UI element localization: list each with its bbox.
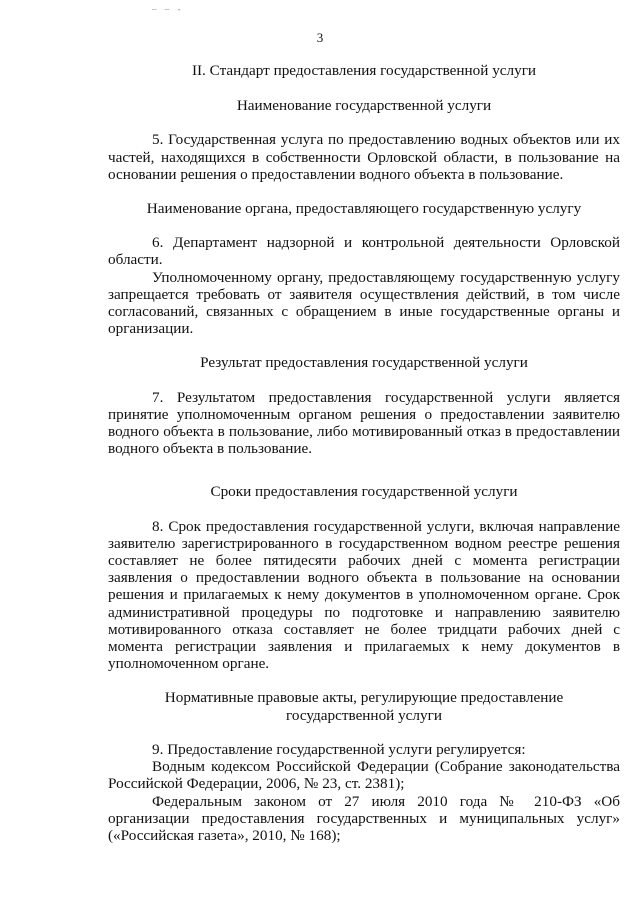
subsection-heading-terms: Сроки предоставления государственной услуги — [210, 483, 518, 501]
paragraph-8: 8. Срок предоставления государственной услуги, включая направление заявителю зарегистрированного в государственном водном реестре решения составляет не более пятидесяти рабочих дней с момента регистрации заявления о предоставлении водного объекта в пользование на основании решения и прилагаемых к нему документов в уполномоченном органе. Срок административной процедуры по подготовке и направлению заявителю мотивированного отказа составляет не более тридцати рабочих дней с момента регистрации заявления и прилагаемых к нему документов в уполномоченном органе. — [108, 517, 620, 673]
paragraph-6-restriction: Уполномоченному органу, предоставляющему государственную услугу запрещается требовать от заявителя осуществления действий, в том числе согласований, связанных с обращением в иные государственные органы и организации. — [108, 268, 620, 338]
paragraph-9-water-code: Водным кодексом Российской Федерации (Собрание законодательства Российской Федерации, 2006, № 23, ст. 2381); — [108, 758, 620, 793]
section-title: II. Стандарт предоставления государственной услуги — [191, 62, 537, 79]
subsection-heading-acts-line1: Нормативные правовые акты, регулирующие предоставление — [164, 689, 564, 707]
subsection-heading-acts-line2: государственной услуги — [286, 706, 442, 724]
subsection-heading-organ: Наименование органа, предоставляющего государственную услугу — [146, 200, 582, 218]
document-body — [108, 60, 620, 844]
paragraph-5: 5. Государственная услуга по предоставлению водных объектов или их частей, находящихся в собственности Орловской области, в пользование на основании решения о предоставлении водного объекта в пользование. — [108, 131, 620, 183]
paragraph-6: 6. Департамент надзорной и контрольной деятельности Орловской области. — [108, 234, 620, 269]
subsection-heading-name: Наименование государственной услуги — [236, 97, 492, 115]
scan-mark: – – - — [152, 4, 184, 14]
subsection-heading-result: Результат предоставления государственной услуги — [200, 354, 528, 372]
paragraph-9: 9. Предоставление государственной услуги регулируется: — [152, 740, 526, 758]
paragraph-7: 7. Результатом предоставления государственной услуги является принятие уполномоченным органом решения о предоставлении заявителю водного объекта в пользование, либо мотивированный отказ в предоставлении водного объекта в пользование. — [108, 388, 620, 458]
paragraph-9-federal-law: Федеральным законом от 27 июля 2010 года № 210-ФЗ «Об организации предоставления государственных и муниципальных услуг» («Российская газета», 2010, № 168); — [108, 792, 620, 844]
page-number: 3 — [316, 30, 324, 45]
